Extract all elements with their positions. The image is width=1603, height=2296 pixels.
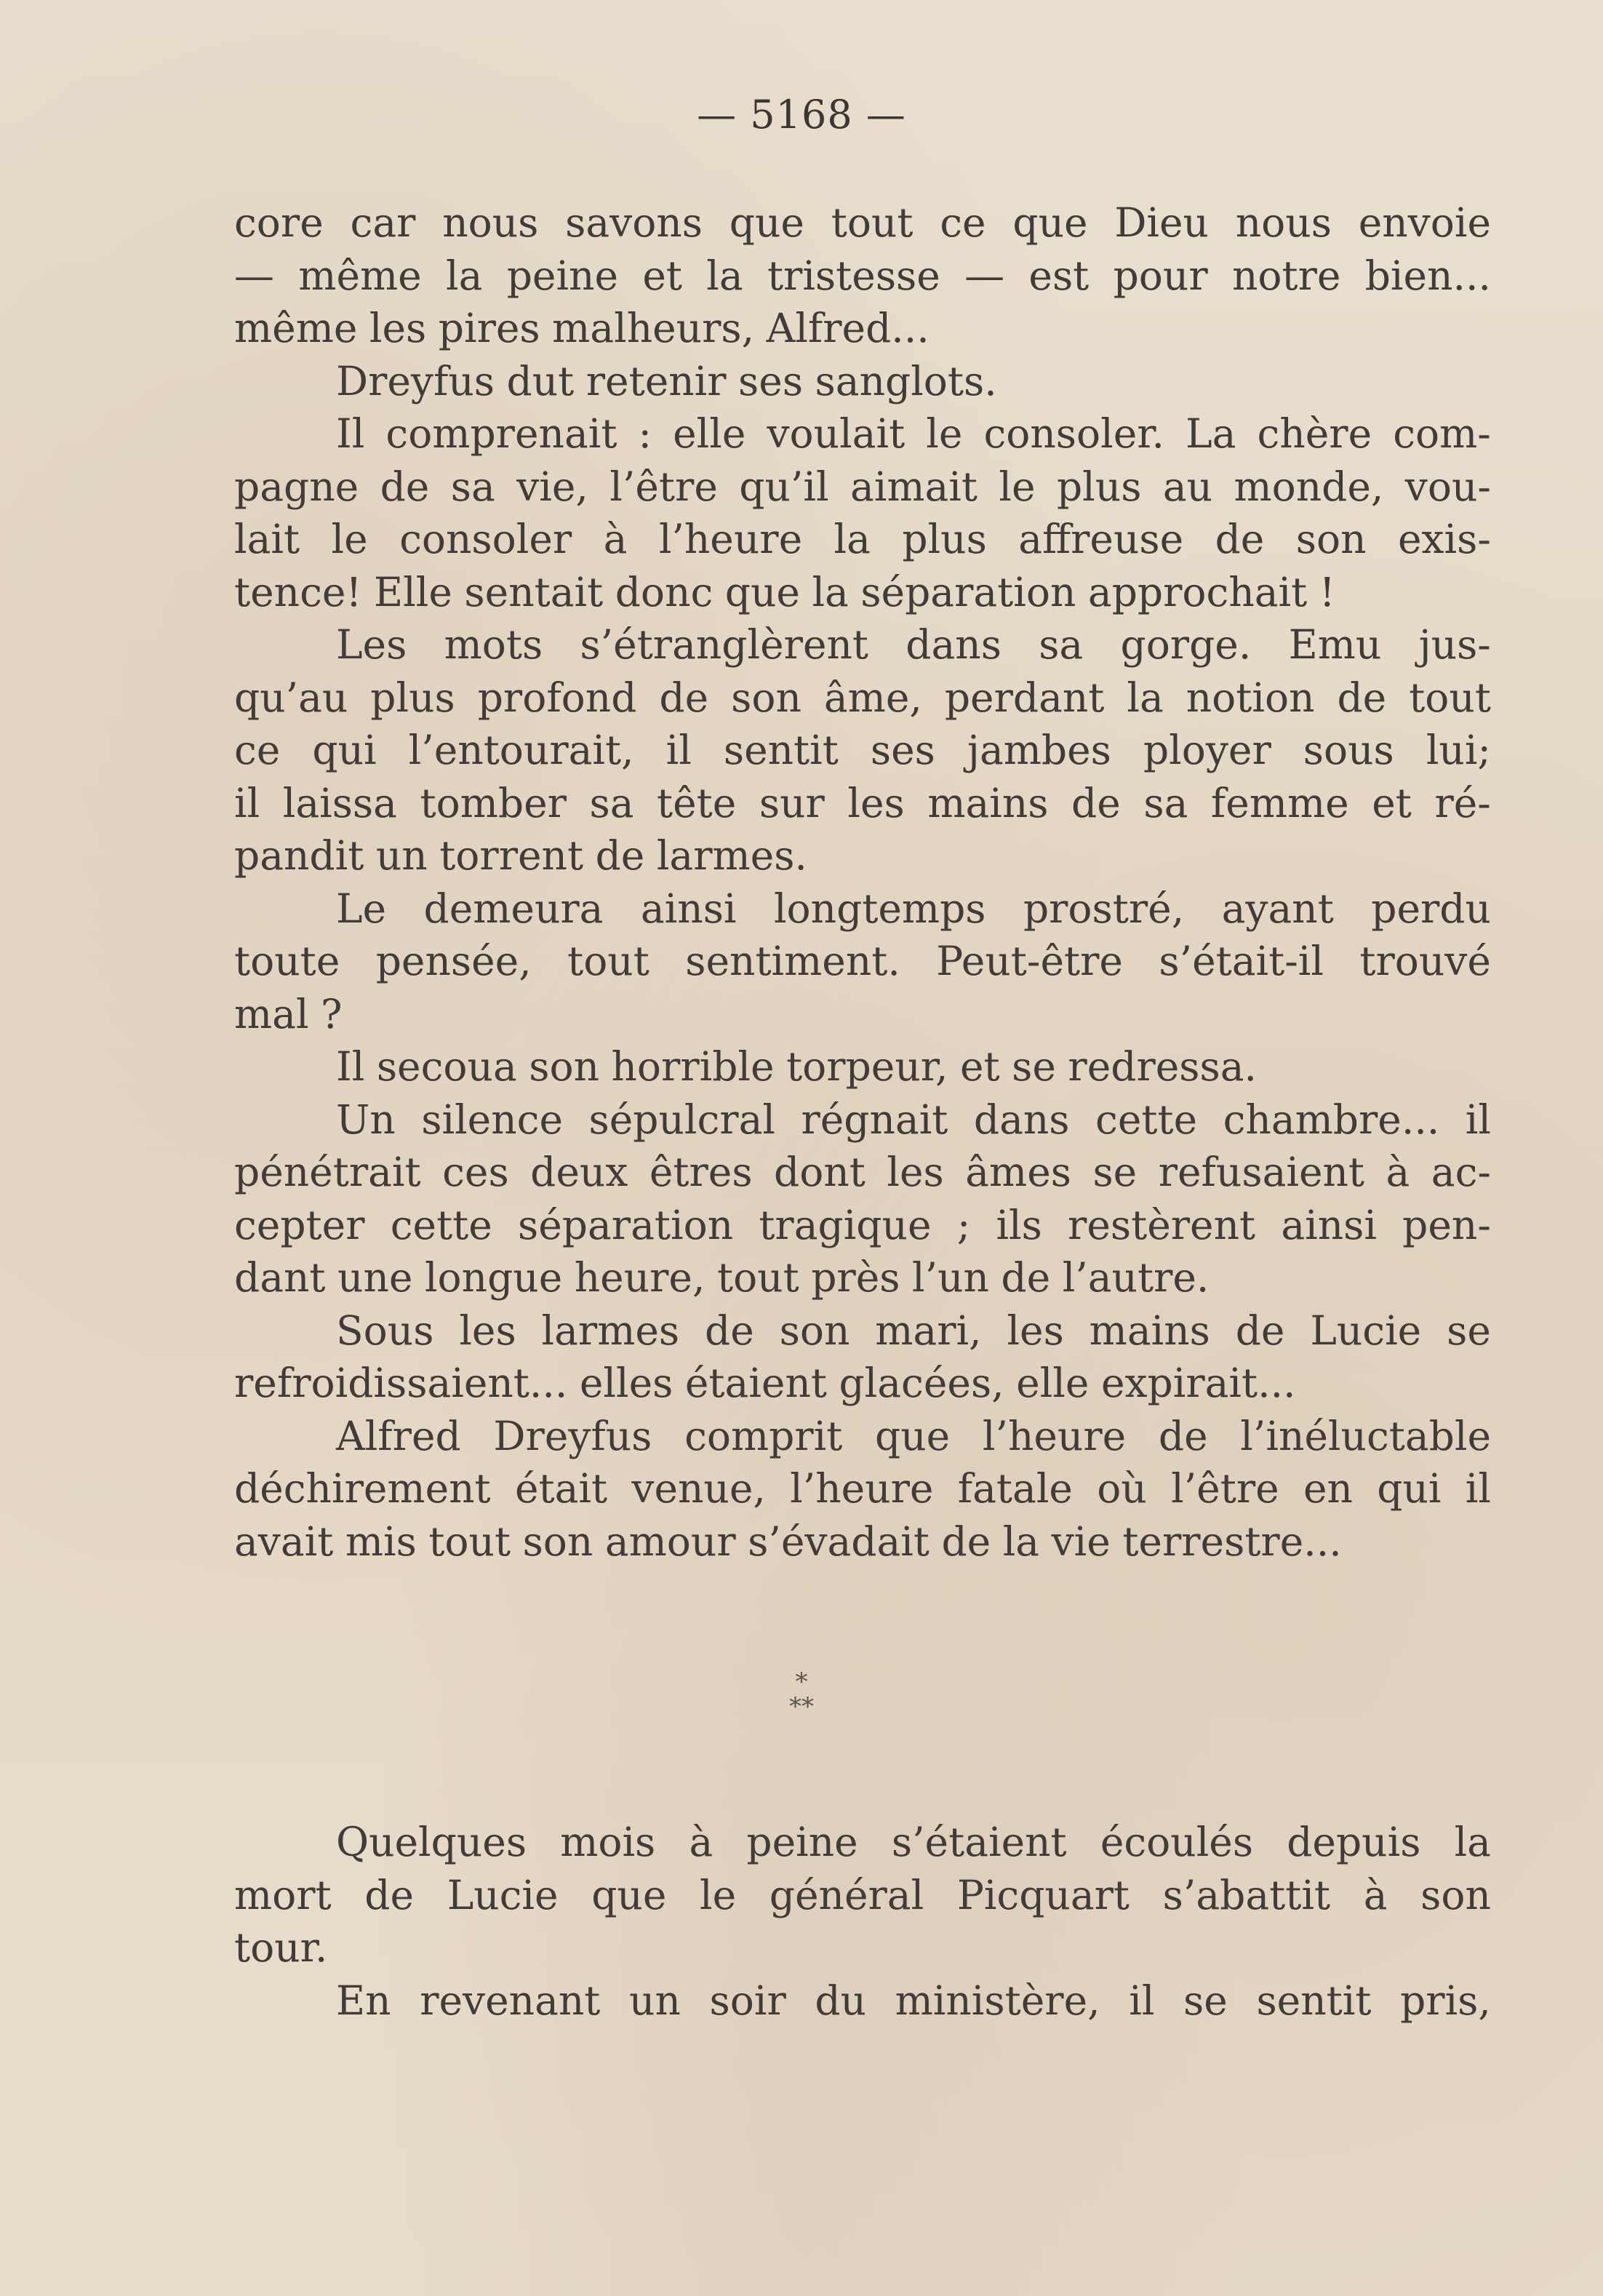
separator-asterisk-bottom: **	[789, 1692, 814, 1721]
text-line: — même la peine et la tristesse — est pour notre bien...	[234, 252, 1491, 299]
text-line: ce qui l’entourait, il sentit ses jambes ployer sous lui;	[234, 727, 1491, 773]
text-line: qu’au plus profond de son âme, perdant la notion de tout	[234, 674, 1491, 721]
text-line: dant une longue heure, tout près l’un de l’autre.	[234, 1254, 1210, 1301]
text-line: déchirement était venue, l’heure fatale où l’être en qui il	[234, 1465, 1491, 1512]
text-line: toute pensée, tout sentiment. Peut-être s’était-il trouvé	[234, 938, 1491, 984]
text-line: il laissa tomber sa tête sur les mains de sa femme et ré-	[234, 779, 1491, 826]
text-line: Alfred Dreyfus comprit que l’heure de l’inéluctable	[336, 1412, 1491, 1459]
text-line: pagne de sa vie, l’être qu’il aimait le plus au monde, vou-	[234, 463, 1491, 510]
section-separator	[0, 1667, 1603, 1721]
text-line: mal ?	[234, 990, 343, 1037]
text-block-continuation	[234, 1816, 1491, 2027]
text-line: Un silence sépulcral régnait dans cette chambre... il	[336, 1096, 1491, 1143]
text-line: lait le consoler à l’heure la plus affreuse de son exis-	[234, 516, 1491, 562]
text-line: Dreyfus dut retenir ses sanglots.	[336, 357, 997, 404]
text-line: En revenant un soir du ministère, il se sentit pris,	[336, 1977, 1491, 2024]
text-line: Il comprenait : elle voulait le consoler. La chère com-	[336, 410, 1491, 457]
separator-asterisk-top: *	[795, 1667, 808, 1697]
text-line: pénétrait ces deux êtres dont les âmes se refusaient à ac-	[234, 1149, 1491, 1195]
text-line: Quelques mois à peine s’étaient écoulés depuis la	[336, 1819, 1491, 1865]
text-line: tence! Elle sentait donc que la séparation approchait !	[234, 568, 1335, 615]
text-line: Sous les larmes de son mari, les mains de Lucie se	[336, 1307, 1491, 1354]
text-line: mort de Lucie que le général Picquart s’abattit à son	[234, 1871, 1491, 1918]
text-line: avait mis tout son amour s’évadait de la vie terrestre...	[234, 1518, 1342, 1565]
text-line: Le demeura ainsi longtemps prostré, ayant perdu	[336, 885, 1491, 932]
text-line: pandit un torrent de larmes.	[234, 832, 807, 879]
text-line: core car nous savons que tout ce que Dieu nous envoie	[234, 199, 1491, 246]
text-block-main	[234, 196, 1491, 1568]
text-line: Il secoua son horrible torpeur, et se redressa.	[336, 1043, 1258, 1090]
text-line: refroidissaient... elles étaient glacées, elle expirait...	[234, 1360, 1296, 1406]
text-line: Les mots s’étranglèrent dans sa gorge. Emu jus-	[336, 621, 1491, 668]
text-line: cepter cette séparation tragique ; ils restèrent ainsi pen-	[234, 1201, 1491, 1248]
page-number: — 5168 —	[697, 92, 906, 137]
text-line: même les pires malheurs, Alfred...	[234, 305, 930, 351]
text-line: tour.	[234, 1924, 328, 1971]
